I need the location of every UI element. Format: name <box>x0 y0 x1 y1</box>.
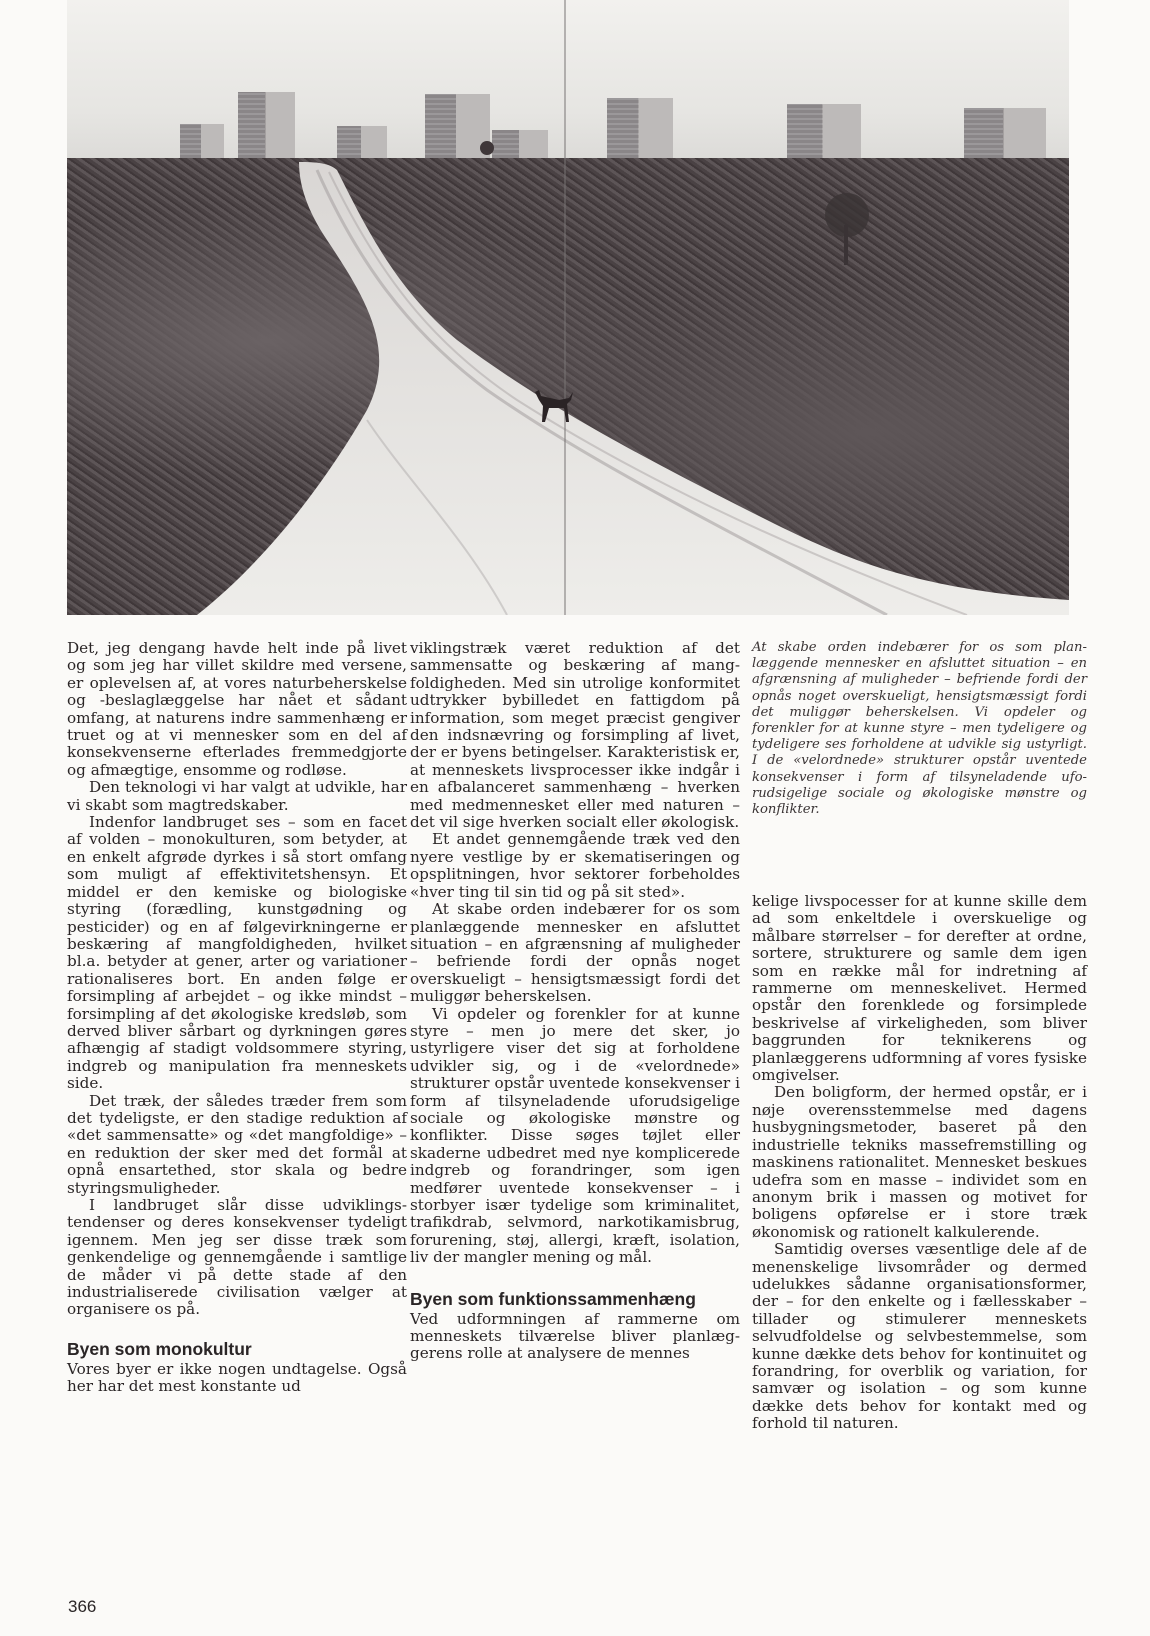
section-heading: Byen som funktionssammenhæng <box>410 1288 696 1309</box>
paragraph: Ved udformningen af rammerne om menneskets tilværelse bliver planlæggerens rolle at analysere de mennes <box>410 1309 740 1363</box>
paragraph: Det, jeg dengang havde helt inde på livet og som jeg har villet skildre med versene, er oplevelsen af, at vores naturbeherskelse og -beslaglæggelse har nået et sådant omfang, at naturens indre sammenhæng er truet og at vi mennesker som en del af konsekvenserne efterlades fremmedgjorte og afmægtige, ensomme og rodløse. <box>67 639 407 779</box>
text-column-1 <box>67 640 407 1396</box>
paragraph: Vores byer er ikke nogen undtagelse. Også her har det mest konstante ud <box>67 1359 407 1396</box>
text-column-3-pull-quote <box>752 640 1087 818</box>
page-number: 366 <box>68 1597 97 1616</box>
section-heading: Byen som monokultur <box>67 1338 252 1359</box>
text-column-3 <box>752 893 1087 1433</box>
paragraph: Den teknologi vi har valgt at udvikle, har vi skabt som magtredskaber. <box>67 778 407 814</box>
paragraph: At skabe orden indebærer for os som planlæggende mennesker en afsluttet situation – en afgrænsning af muligheder – befriende fordi der opnås noget overskueligt – hensigtsmæssigt fordi det muliggør beherskelsen. <box>410 900 740 1006</box>
paragraph: kelige livspocesser for at kunne skille dem ad som enkeltdele i overskuelige og målbare størrelser – for derefter at ordne, sortere, strukturere og samle dem igen som en række mål for indretning af rammerne om menneskelivet. Hermed opstår den forenklede og forsimplede beskrivelse af virkeligheden, som bliver baggrunden for teknikerens og planlæggerens udformning af vores fysiske omgivelser. <box>752 892 1087 1085</box>
paragraph: Det træk, der således træder frem som det tydeligste, er den stadige reduktion af «det sammensatte» og «det mangfoldige» – en reduktion der sker med det formål at opnå ensartethed, stor skala og bedre styringsmuligheder. <box>67 1091 407 1197</box>
photo-page-gutter <box>564 0 566 615</box>
paragraph: I landbruget slår disse udviklingstendenser og deres konsekvenser tydeligt igennem. Men jeg ser disse træk som genkendelige og gennemgående i samtlige de måder vi på dette stade af den industrialiserede civilisation vælger at organisere os på. <box>67 1196 407 1319</box>
article-photo <box>67 0 1069 615</box>
paragraph: viklingstræk været reduktion af det sammensatte og beskæring af mangfoldigheden. Med sin utrolige konformitet udtrykker bybilledet en fattigdom på information, som meget præcist gengiver den indsnævring og forsimpling af livet, der er byens betingelser. Karakteristisk er, at menneskets livsprocesser ikke indgår i en afbalanceret sammenhæng – hverken med medmennesket eller med naturen – det vil sige hverken socialt eller økologisk. <box>410 639 740 832</box>
paragraph: Vi opdeler og forenkler for at kunne styre – men jo mere det sker, jo ustyrligere viser det sig at forholdene udvikler sig, og i de «velordnede» strukturer opstår uventede konsekvenser i form af tilsyneladende uforudsigelige sociale og økologiske mønstre og konflikter. Disse søges tøjlet eller skaderne udbedret med nye komplicerede indgreb og forandringer, som igen medfører uventede konsekvenser – i storbyer især tydelige som kriminalitet, trafikdrab, selvmord, narkotikamisbrug, forurening, støj, allergi, kræft, isolation, liv der mangler mening og mål. <box>410 1004 740 1267</box>
paragraph: Den boligform, der hermed opstår, er i nøje overensstemmelse med dagens husbygningsmetoder, baseret på den industrielle tekniks massefremstilling og maskinens rationalitet. Mennesket beskues udefra som en masse – individet som en anonym brik i massen og motivet for boligens opførelse er i store træk økonomisk og rationelt kalkulerende. <box>752 1083 1087 1241</box>
dog-icon <box>529 388 577 424</box>
pull-quote: At skabe orden indebærer for os som planlæggende mennesker en afsluttet situation – en afgrænsning af muligheder – befriende fordi der opnås noget overskueligt, hensigtsmæssigt fordi det muliggør beherskelsen. Vi opdeler og forenkler for at kunne styre – men tydeligere og tydeligere ses forholdene at udvikle sig ustyrligt. I de «velordnede» strukturer opstår uventede konsekvenser i form af tilsyneladende uforudsigelige sociale og økologiske mønstre og konflikter. <box>752 640 1087 818</box>
text-column-2 <box>410 640 740 1363</box>
photo-dirt-road <box>67 0 1069 615</box>
paragraph: Et andet gennemgående træk ved den nyere vestlige by er skematiseringen og opsplitningen, hvor sektorer forbeholdes «hver ting til sin tid og på sit sted». <box>410 830 740 901</box>
paragraph: Indenfor landbruget ses – som en facet af volden – monokulturen, som betyder, at en enkelt afgrøde dyrkes i så stort omfang som muligt af effektivitetshensyn. Et middel er den kemiske og biologiske styring (forædling, kunstgødning og pesticider) og en af følgevirkningerne er beskæring af mangfoldigheden, hvilket bl.a. betyder at gener, arter og variationer rationaliseres bort. En anden følge er forsimpling af arbejdet – og ikke mindst – forsimpling af det økologiske kredsløb, som derved bliver sårbart og dyrkningen gøres afhængig af stadigt voldsommere styring, indgreb og manipulation fra menneskets side. <box>67 813 407 1093</box>
paragraph: Samtidig overses væsentlige dele af de menenskelige livsområder og dermed udelukkes sådanne organisationsformer, der – for den enkelte og i fællesskaber – tillader og stimulerer menneskets selvudfoldelse og selvbestemmelse, som kunne dække dets behov for kontinuitet og forandring, for overblik og variation, for samvær og isolation – og som kunne dække dets behov for kontakt med og forhold til naturen. <box>752 1240 1087 1433</box>
